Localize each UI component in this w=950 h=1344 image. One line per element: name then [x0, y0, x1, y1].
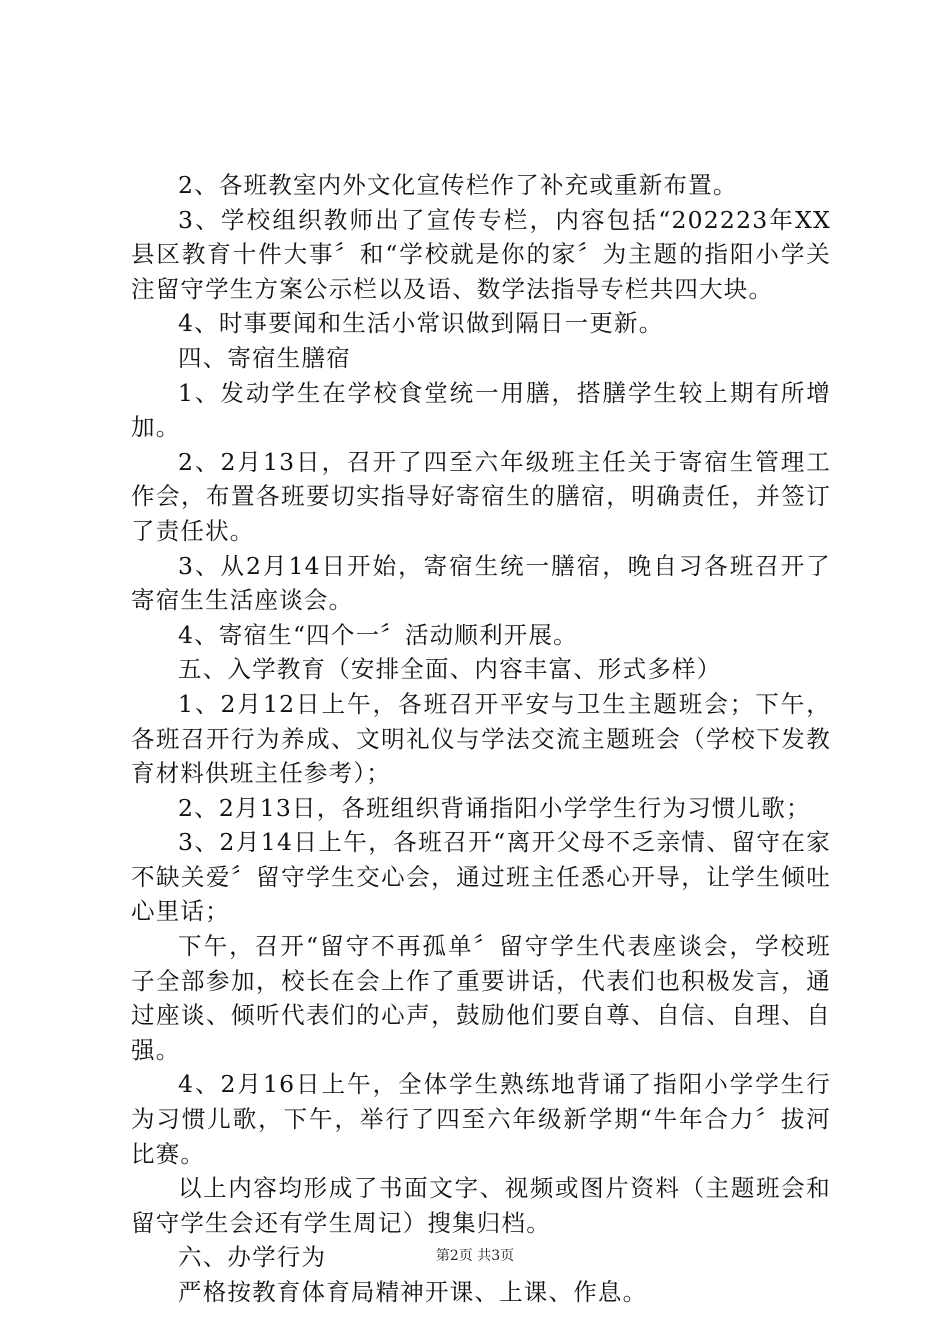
paragraph: 4、寄宿生“四个一〞活动顺利开展。 — [178, 620, 578, 649]
paragraph: 2、2月13日，各班组织背诵指阳小学学生行为习惯儿歌； — [178, 793, 811, 822]
paragraph: 4、时事要闻和生活小常识做到隔日一更新。 — [178, 309, 664, 338]
document-body — [131, 168, 831, 1310]
page-footer — [0, 1245, 950, 1265]
paragraph: 1、发动学生在学校食堂统一用膳，搭膳学生较上期有所增加。 — [131, 378, 831, 442]
page-number: 第2页 共3页 — [435, 1248, 515, 1264]
paragraph: 下午，召开“留守不再孤单〞留守学生代表座谈会，学校班子全部参加，校长在会上作了重要讲话，代表们也积极发言，通过座谈、倾听代表们的心声，鼓励他们要自尊、自信、自理、自强。 — [131, 932, 831, 1064]
section-heading: 六、办学行为 — [178, 1243, 327, 1272]
section-heading: 五、入学教育（安排全面、内容丰富、形式多样） — [178, 655, 722, 684]
paragraph: 3、2月14日上午，各班召开“离开父母不乏亲情、留守在家不缺关爱〞留守学生交心会，通过班主任悉心开导，让学生倾吐心里话； — [131, 828, 831, 926]
paragraph: 3、学校组织教师出了宣传专栏，内容包括“202223年XX县区教育十件大事〞和“学校就是你的家〞为主题的指阳小学关注留守学生方案公示栏以及语、数学法指导专栏共四大块。 — [131, 205, 831, 303]
paragraph: 4、2月16日上午，全体学生熟练地背诵了指阳小学学生行为习惯儿歌，下午，举行了四至六年级新学期“牛年合力〞拔河比赛。 — [131, 1070, 831, 1168]
paragraph: 严格按教育体育局精神开课、上课、作息。 — [178, 1278, 648, 1306]
paragraph: 2、2月13日，召开了四至六年级班主任关于寄宿生管理工作会，布置各班要切实指导好寄宿生的膳宿，明确责任，并签订了责任状。 — [131, 447, 831, 545]
paragraph: 以上内容均形成了书面文字、视频或图片资料（主题班会和留守学生会还有学生周记）搜集归档。 — [131, 1174, 831, 1237]
paragraph: 1、2月12日上午，各班召开平安与卫生主题班会；下午，各班召开行为养成、文明礼仪与学法交流主题班会（学校下发教育材料供班主任参考）； — [131, 689, 831, 788]
paragraph: 3、从2月14日开始，寄宿生统一膳宿，晚自习各班召开了寄宿生生活座谈会。 — [131, 551, 831, 615]
section-heading: 四、寄宿生膳宿 — [178, 343, 351, 372]
paragraph: 2、各班教室内外文化宣传栏作了补充或重新布置。 — [178, 171, 738, 199]
